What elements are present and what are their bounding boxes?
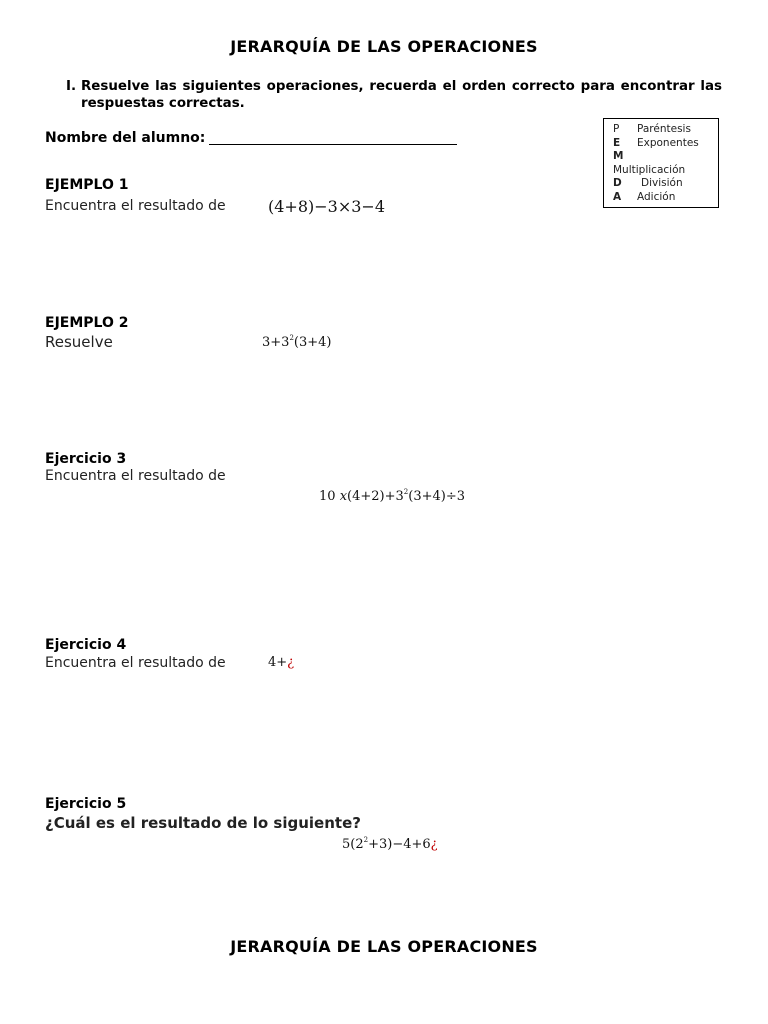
instruction-number: I.: [66, 79, 77, 94]
page-title: JERARQUÍA DE LAS OPERACIONES: [230, 37, 538, 56]
exercise-4-expression: 4+¿: [268, 655, 295, 670]
pemda-row-e: E Exponentes: [613, 136, 699, 149]
pemda-box: [603, 118, 719, 208]
example-1-label: EJEMPLO 1: [45, 177, 129, 193]
example-2-label: EJEMPLO 2: [45, 315, 129, 331]
example-2-expression: $3+3^2(3+4)$: [262, 334, 332, 350]
exercise-4-label: Ejercicio 4: [45, 637, 127, 653]
pemda-row-a: A Adición: [613, 190, 676, 203]
exercise-3-prompt: Encuentra el resultado de: [45, 468, 226, 484]
student-name-row: [45, 127, 457, 146]
example-2-prompt: Resuelve: [45, 333, 113, 351]
exercise-5-expression: $5(2^2+3)-4+6¿$: [342, 836, 438, 852]
pemda-row-m: M: [613, 150, 624, 162]
exercise-3-expression: 10 $x(4+2)+3^2(3+4)\div 3$: [319, 488, 465, 504]
exercise-4-prompt: Encuentra el resultado de: [45, 655, 226, 671]
instruction: [66, 78, 722, 112]
example-1-prompt: Encuentra el resultado de: [45, 198, 226, 214]
footer-title: JERARQUÍA DE LAS OPERACIONES: [230, 937, 538, 956]
example-1-expression: (4+8)−3×3−4: [268, 197, 386, 216]
pemda-row-m-word: Multiplicación: [613, 163, 686, 176]
student-name-label: Nombre del alumno:: [45, 130, 206, 146]
exercise-3-label: Ejercicio 3: [45, 451, 127, 467]
pemda-row-p: P Paréntesis: [613, 123, 691, 135]
exercise-5-prompt: ¿Cuál es el resultado de lo siguiente?: [45, 814, 361, 832]
instruction-text: Resuelve las siguientes operaciones, recuerda el orden correcto para encontrar las respuestas correctas.: [81, 79, 722, 111]
student-name-blank[interactable]: [209, 144, 457, 145]
exercise-5-label: Ejercicio 5: [45, 796, 127, 812]
pemda-row-d: D División: [613, 177, 683, 189]
